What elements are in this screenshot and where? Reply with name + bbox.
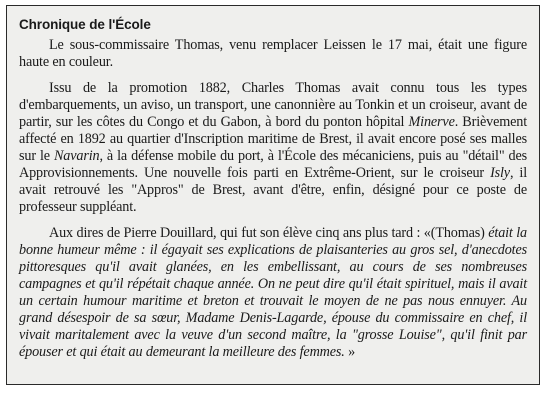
article-frame <box>6 5 540 385</box>
quote-intro: Aux dires de Pierre Douillard, qui fut son élève cinq ans plus tard : «(Thomas) <box>49 225 489 241</box>
ship-name-minerve: Minerve <box>408 114 455 130</box>
career-text-4: , il avait retrouvé les "Appros" de Brest, avant d'être, enfin, désigné pour ce poste de professeur suppléant. <box>19 165 527 215</box>
career-text-2: . Brièvement affecté en 1892 au quartier d'Inscription maritime de Brest, il avait encore posé ses malles sur le <box>19 114 527 164</box>
career-text-1: Issu de la promotion 1882, Charles Thomas avait connu tous les types d'embarquements, un aviso, un transport, une canonnière au Tonkin et un croiseur, avant de partir, sur les côtes du Congo et du Gabon, à bord du ponton hôpital <box>19 80 527 130</box>
ship-name-navarin: Navarin <box>53 148 100 164</box>
quote-body: était la bonne humeur même : il égayait ses explications de plaisanteries au gros sel, d'anecdotes pittoresques qu'il avait glanées, en les embellissant, au cours de ses nombreuses campagnes et qu'il répétait chaque année. On ne peut dire qu'il était spirituel, mais il avait un certain humour maritime et breton et trouvait le moyen de ne pas nous ennuyer. Au grand désespoir de sa sœur, Madame Denis-Lagarde, épouse du commissaire en chef, il vivait maritalement avec la veuve d'un second maître, la "grosse Louise", qu'il finit par épouser et qui était au demeurant la meilleure des femmes. <box>19 225 527 360</box>
career-text-3: , à la défense mobile du port, à l'École des mécaniciens, puis au "détail" des Approvisionnements. Une nouvelle fois parti en Extrême-Orient, sur le croiseur <box>19 148 527 181</box>
paragraph-quote <box>19 225 527 361</box>
paragraph-career <box>19 80 527 216</box>
article-heading: Chronique de l'École <box>19 17 151 32</box>
paragraph-intro: Le sous-commissaire Thomas, venu remplacer Leissen le 17 mai, était une figure haute en couleur. <box>19 37 527 70</box>
quote-close: » <box>344 344 356 360</box>
ship-name-isly: Isly <box>490 165 510 181</box>
